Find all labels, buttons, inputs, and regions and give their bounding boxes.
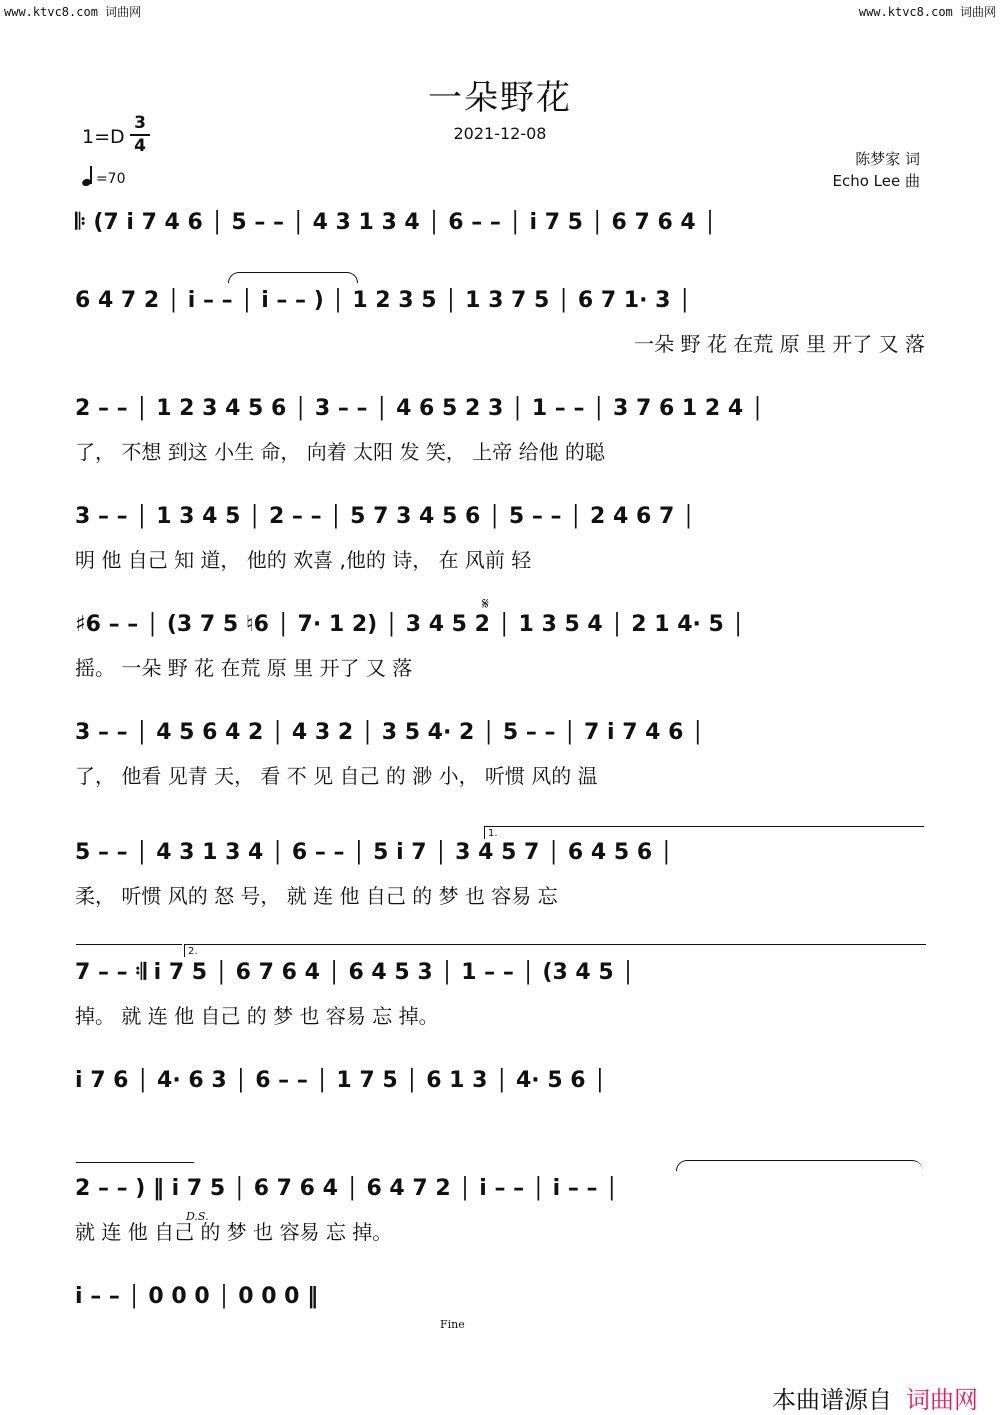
volta-1: 1. — [484, 826, 924, 839]
notation-line: i 7 6 │ 4· 6 3 │ 6 – – │ 1 7 5 │ 6 1 3 │ 4· 5 6 │ — [75, 1068, 607, 1093]
time-signature-top: 3 — [134, 113, 146, 133]
lyric-line: 了， 不想 到这 小生 命， 向着 太阳 发 笑， 上帝 给他 的聪 — [75, 440, 605, 464]
notation-line: 7 – – 𝄇 i 7 5 │ 6 7 6 4 │ 6 4 5 3 │ 1 – – │ (3 4 5 │ — [75, 960, 635, 985]
ds-mark: D.S. — [186, 1210, 209, 1223]
lyric-line: 摇。 一朵 野 花 在荒 原 里 开了 又 落 — [75, 656, 413, 680]
tie-slur-2 — [676, 1160, 923, 1171]
notation-line: i – – │ 0 0 0 │ 0 0 0 ‖ — [75, 1284, 319, 1309]
notation-line: 2 – – │ 1 2 3 4 5 6 │ 3 – – │ 4 6 5 2 3 │ 1 – – │ 3 7 6 1 2 4 │ — [75, 396, 765, 421]
notation-line: 6 4 7 2 │ i – – │ i – – ) │ 1 2 3 5 │ 1 3 7 5 │ 6 7 1· 3 │ — [75, 288, 692, 313]
date: 2021-12-08 — [453, 124, 547, 143]
lyric-line: 就 连 他 自己 的 梦 也 容易 忘 掉。 — [75, 1220, 393, 1244]
lyric-line: 柔， 听惯 风的 怒 号， 就 连 他 自己 的 梦 也 容易 忘 — [75, 884, 558, 908]
volta-1-end — [76, 944, 182, 955]
segno-icon: 𝄋 — [482, 594, 489, 613]
quarter-note-icon — [81, 178, 92, 188]
notation-line: 𝄆 (7 i 7 4 6 │ 5 – – │ 4 3 1 3 4 │ 6 – – │ i 7 5 │ 6 7 6 4 │ — [75, 210, 717, 235]
lyric-line: 掉。 就 连 他 自己 的 梦 也 容易 忘 掉。 — [75, 1004, 439, 1028]
notation-line: 2 – – ) ‖ i 7 5 │ 6 7 6 4 │ 6 4 7 2 │ i – – │ i – – │ — [75, 1176, 619, 1201]
notation-line: 3 – – │ 1 3 4 5 │ 2 – – │ 5 7 3 4 5 6 │ 5 – – │ 2 4 6 7 │ — [75, 504, 696, 529]
tempo — [82, 166, 126, 187]
time-signature — [130, 114, 150, 156]
footer-source — [772, 1380, 978, 1415]
fine-mark: Fine — [440, 1318, 465, 1331]
notation-line: ♯6 – – │ (3 7 5 ♮6 │ 7· 1 2) │ 3 4 5 2 │ 1 3 5 4 │ 2 1 4· 5 │ — [75, 612, 745, 637]
volta-2-end — [76, 1162, 194, 1173]
watermark-right: www.ktvc8.com 词曲网 — [858, 5, 996, 19]
lyric-line — [75, 250, 925, 278]
notation-line: 3 – – │ 4 5 6 4 2 │ 4 3 2 │ 3 5 4· 2 │ 5 – – │ 7 i 7 4 6 │ — [75, 720, 705, 745]
composer: Echo Lee 曲 — [832, 172, 920, 190]
notation-line: 5 – – │ 4 3 1 3 4 │ 6 – – │ 5 i 7 │ 3 4 5 7 │ 6 4 5 6 │ — [75, 840, 674, 865]
source-label: 本曲谱源自 — [772, 1386, 892, 1414]
lyric-line: 一朵 野 花 在荒 原 里 开了 又 落 — [634, 332, 925, 356]
song-title: 一朵野花 — [428, 78, 572, 118]
lyric-line: 了， 他看 见青 天， 看 不 见 自己 的 渺 小， 听惯 风的 温 — [75, 764, 598, 788]
watermark-left: www.ktvc8.com 词曲网 — [4, 5, 142, 19]
site-link[interactable]: 词曲网 — [906, 1386, 978, 1414]
tempo-value: =70 — [95, 171, 126, 187]
key-signature: 1=D — [82, 126, 125, 148]
lyric-line: 明 他 自己 知 道， 他的 欢喜 ,他的 诗， 在 风前 轻 — [75, 548, 532, 572]
volta-2: 2. — [184, 944, 926, 957]
lyricist: 陈梦家 词 — [855, 150, 920, 168]
time-signature-bottom: 4 — [134, 136, 146, 156]
